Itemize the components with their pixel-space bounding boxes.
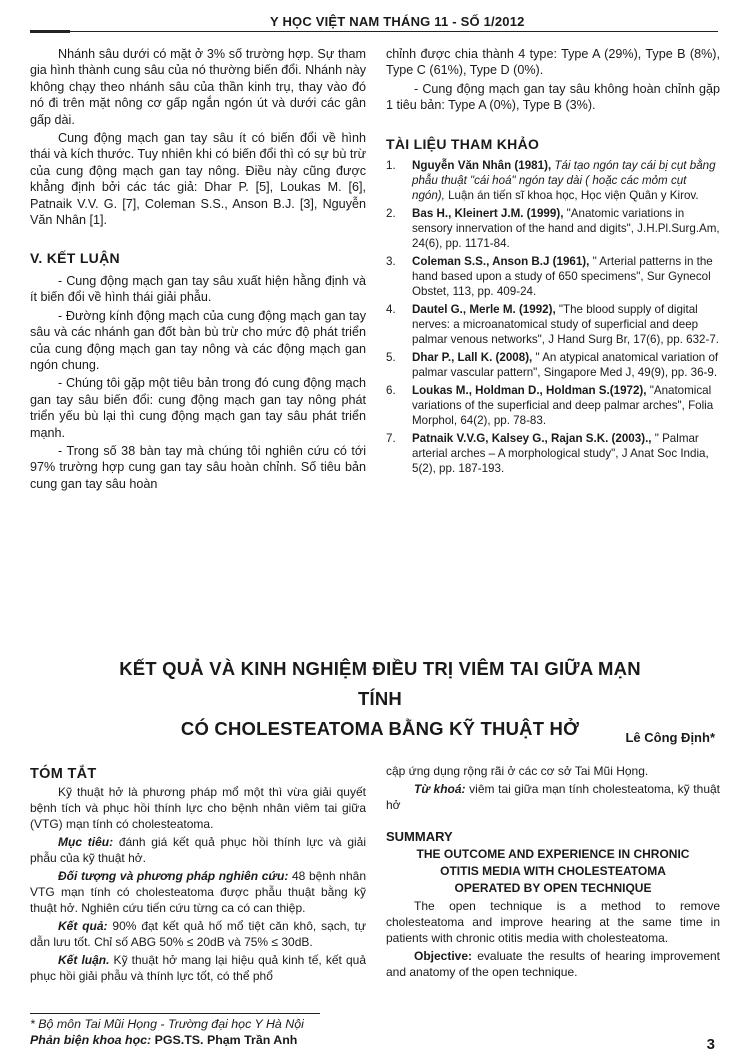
paragraph: Nhánh sâu dưới có mặt ở 3% số trường hợp. Sự tham gia hình thành cung sâu của nó thường biến đổi. Nhánh này không chạy theo nhánh sâu của thần kinh trụ, thay vào đó nó đi trên mặt nông cơ gấp ngắn ngón út và dưới các gân gấp dài. bbox=[30, 47, 366, 127]
summary-title-line: THE OUTCOME AND EXPERIENCE IN CHRONIC bbox=[416, 847, 690, 861]
footnote-affiliation: * Bộ môn Tai Mũi Họng - Trường đại học Y Hà Nội bbox=[30, 1017, 304, 1031]
paragraph: Kỹ thuật hở là phương pháp mổ một thì vừa giải quyết bệnh tích và phục hồi thính lực cho bệnh nhân viêm tai giữa (VTG) mạn tính có cholesteatoma. bbox=[30, 785, 366, 831]
article-author: Lê Công Định* bbox=[625, 730, 715, 745]
running-header bbox=[30, 14, 718, 32]
conclusion-item: - Cung động mạch gan tay sâu xuất hiện hằng định và ít biến đổi về hình thái giải phẫu. bbox=[30, 273, 366, 305]
abstract-result bbox=[30, 918, 366, 950]
reference-item bbox=[386, 206, 720, 251]
abstract-label: Đối tượng và phương pháp nghiên cứu: bbox=[58, 869, 289, 883]
reference-author: Dhar P., Lall K. (2008), bbox=[412, 351, 533, 365]
left-column-top bbox=[30, 46, 366, 494]
page-number: 3 bbox=[706, 1036, 715, 1053]
abstract-label: Mục tiêu: bbox=[58, 835, 114, 849]
summary-objective bbox=[386, 948, 720, 980]
reference-item bbox=[386, 302, 720, 347]
reviewer-name: PGS.TS. Phạm Trần Anh bbox=[151, 1033, 298, 1047]
reference-author: Patnaik V.V.G, Kalsey G., Rajan S.K. (2003)., bbox=[412, 432, 652, 446]
abstract-vietnamese bbox=[30, 766, 366, 986]
right-column-top bbox=[386, 46, 720, 479]
reference-author: Loukas M., Holdman D., Holdman S.(1972), bbox=[412, 384, 647, 398]
paragraph: chỉnh được chia thành 4 type: Type A (29%), Type B (8%), Type C (61%), Type D (0%). bbox=[386, 47, 720, 78]
keywords-label: Từ khoá: bbox=[414, 782, 466, 796]
header-rule-accent bbox=[30, 30, 70, 33]
abstract-text: Kỹ thuật hở mang lại hiệu quả kinh tế, kết quả phục hồi giải phẫu và thính lực tốt, có thể phổ bbox=[30, 953, 367, 983]
reference-details: " An atypical anatomical variation of palmar vascular pattern", Singapore Med J, 49(9), pp. 36-9. bbox=[412, 351, 719, 380]
keywords-text: viêm tai giữa mạn tính cholesteatoma, kỹ thuật hở bbox=[386, 782, 720, 812]
paragraph: - Cung động mạch gan tay sâu không hoàn chỉnh gặp 1 tiêu bản: Type A (0%), Type B (3%). bbox=[386, 81, 720, 113]
paragraph: Cung động mạch gan tay sâu ít có biến đổi về hình thái và kích thước. Tuy nhiên khi có biến đổi thì có sự bù trừ của cung động mạch gan tay nông. Điều này cũng được khẳng định bởi các tác giả: Dhar P. [5], Loukas M. [6], Patnaik V.V. G. [7], Coleman S.S., Anson B.J. [3], Nguyễn Văn Nhân [1]. bbox=[30, 131, 366, 228]
summary-text: evaluate the results of hearing improvement and anatomy of the open technique. bbox=[386, 949, 720, 979]
reference-item bbox=[386, 383, 720, 428]
summary-title-line: OTITIS MEDIA WITH CHOLESTEATOMA bbox=[440, 864, 666, 878]
reference-details: "The blood supply of digital nerves: a microanatomical study of superficial and deep palmar venous networks", J Hand Surg Br, 17(6), pp. 632-7. bbox=[412, 303, 719, 347]
abstract-label: Kết luận. bbox=[58, 953, 110, 967]
abstract-method bbox=[30, 868, 366, 916]
conclusion-item: - Trong số 38 bàn tay mà chúng tôi nghiên cứu có tới 97% trường hợp cung gan tay sâu hoàn chỉnh. Số tiêu bản cung gan tay sâu hoàn bbox=[30, 443, 366, 491]
reference-item bbox=[386, 431, 720, 476]
reference-details: " Arterial patterns in the hand based upon a study of 650 specimens", Sur Gynecol Obstet, 113, pp. 409-24. bbox=[412, 255, 713, 299]
reference-number: 4. bbox=[386, 303, 396, 317]
abstract-aim bbox=[30, 834, 366, 866]
reference-number: 1. bbox=[386, 159, 396, 173]
article-title-line: CÓ CHOLESTEATOMA BẰNG KỸ THUẬT HỞ bbox=[180, 718, 580, 739]
abstract-continuation: cập ứng dụng rộng rãi ở các cơ sở Tai Mũi Họng. bbox=[386, 764, 649, 778]
article-title-line: KẾT QUẢ VÀ KINH NGHIỆM ĐIỀU TRỊ VIÊM TAI GIỮA MẠN TÍNH bbox=[119, 658, 641, 709]
reference-number: 5. bbox=[386, 351, 396, 365]
right-column-bottom bbox=[386, 763, 720, 982]
abstract-label: Kết quả: bbox=[58, 919, 108, 933]
paragraph: The open technique is a method to remove cholesteatoma and improve hearing at the same time in patients with chronic otitis media with cholesteatoma. bbox=[386, 899, 720, 945]
abstract-text: đánh giá kết quả phục hồi thính lực và giải phẫu của kỹ thuật hở. bbox=[30, 835, 366, 865]
reference-item bbox=[386, 158, 720, 203]
article-title bbox=[100, 654, 660, 744]
summary-heading: SUMMARY bbox=[386, 829, 453, 844]
reference-author: Dautel G., Merle M. (1992), bbox=[412, 303, 556, 317]
reference-number: 3. bbox=[386, 255, 396, 269]
journal-title: Y HỌC VIỆT NAM THÁNG 11 - SỐ 1/2012 bbox=[270, 14, 525, 29]
reference-details: "Anatomic variations in sensory innervation of the hand and digits", J.H.Pl.Surg.Am, 24(6), pp. 1171-84. bbox=[412, 207, 720, 251]
summary-label: Objective: bbox=[414, 949, 473, 963]
reference-author: Bas H., Kleinert J.M. (1999), bbox=[412, 207, 564, 221]
reference-details: Luận án tiến sĩ khoa học, Học viện Quân y Kirov. bbox=[444, 189, 699, 203]
reference-number: 2. bbox=[386, 207, 396, 221]
reviewer-label: Phản biện khoa học: bbox=[30, 1033, 152, 1047]
reference-author: Nguyễn Văn Nhân (1981), bbox=[412, 159, 552, 173]
references-heading: TÀI LIỆU THAM KHẢO bbox=[386, 135, 540, 152]
abstract-conclusion bbox=[30, 952, 366, 984]
reference-list bbox=[386, 158, 720, 476]
abstract-text: 48 bệnh nhân VTG mạn tính có cholesteatoma được phẫu thuật bằng kỹ thuật hở. Nghiên cứu tiến cứu từng ca có can thiệp. bbox=[30, 869, 366, 915]
summary-title-line: OPERATED BY OPEN TECHNIQUE bbox=[454, 881, 652, 895]
conclusion-item: - Chúng tôi gặp một tiêu bản trong đó cung động mạch gan tay sâu biến đổi: cung động mạch gan tay nông phát triển yếu bù lại thì cung động mạch gan tay sâu phát triển mạnh. bbox=[30, 376, 366, 440]
reference-number: 7. bbox=[386, 432, 396, 446]
reference-item bbox=[386, 350, 720, 380]
reference-author: Coleman S.S., Anson B.J (1961), bbox=[412, 255, 590, 269]
conclusion-item: - Đường kính động mạch của cung động mạch gan tay sâu và các nhánh gan đốt bàn bù trừ cho mức độ phát triển của cung động mạch gan tay nông và các động mạch gan ngón chung. bbox=[30, 308, 366, 372]
abstract-text: 90% đạt kết quả hố mổ tiệt căn khô, sạch, tự dẫn lưu tốt. Chỉ số ABG 50% ≤ 20dB và 75% ≤ 30dB. bbox=[30, 919, 366, 949]
conclusion-heading: V. KẾT LUẬN bbox=[30, 250, 120, 267]
footnote-reviewer bbox=[30, 1032, 297, 1048]
reference-item bbox=[386, 254, 720, 299]
footnote-rule bbox=[30, 1013, 320, 1014]
abstract-heading: TÓM TẮT bbox=[30, 766, 97, 782]
reference-number: 6. bbox=[386, 384, 396, 398]
reference-details: "Anatomical variations of the superficial and deep palmar arches", Folia Morphol, 64(2), pp. 78-83. bbox=[412, 384, 714, 428]
reference-details: " Palmar arterial arches – A morphological study", J Anat Soc India, 5(2), pp. 187-193. bbox=[412, 432, 709, 476]
keywords bbox=[386, 781, 720, 813]
reference-title: Tái tạo ngón tay cái bị cụt bằng phẫu thuật "cái hoá" ngón tay dài ( hoặc các mỏm cụt ngón), bbox=[412, 159, 716, 203]
